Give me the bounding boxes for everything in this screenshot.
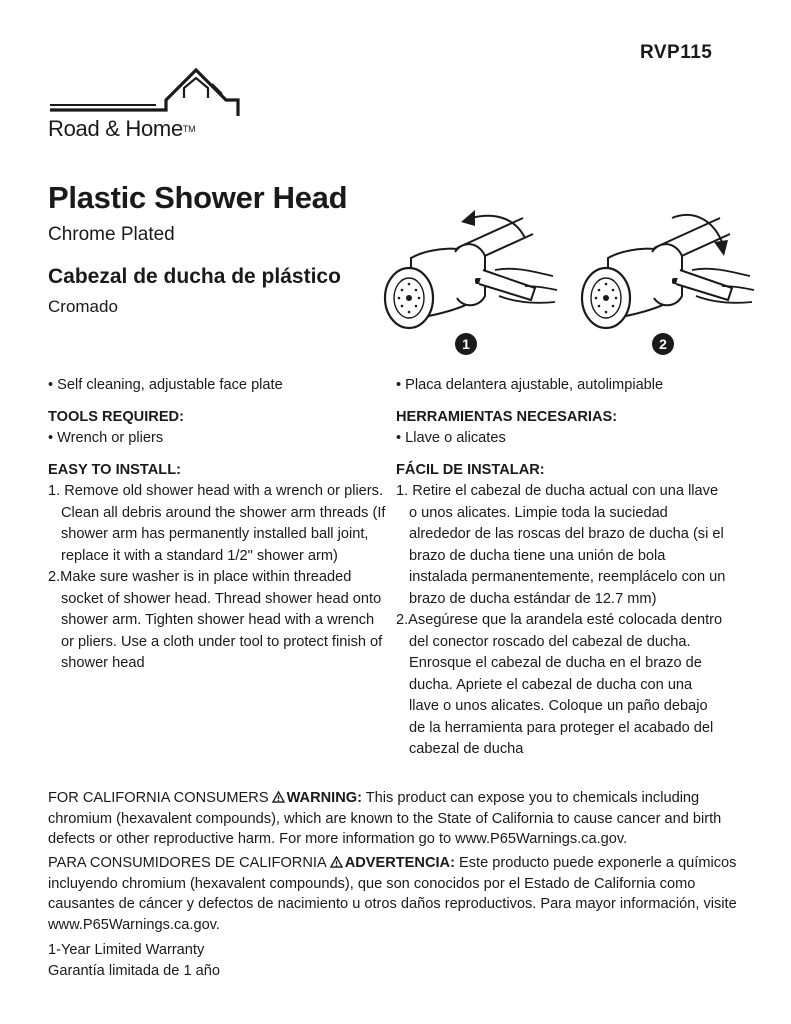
prop65-warning-es: PARA CONSUMIDORES DE CALIFORNIA ADVERTENCIA: Este producto puede exponerle a químicos incluyendo chromium (hexavalent compounds), que son conocidos por el Estado de California como causantes de cáncer y defectos de nacimiento u otros daños reproductivos. Para mayor información, visite www.P65Warnings.ca.gov.	[48, 855, 737, 933]
feature-text: • Self cleaning, adjustable face plate	[48, 377, 283, 393]
install-step-2: 2.Make sure washer is in place within threaded socket of shower head. Thread shower head onto shower arm. Tighten shower head with a wrench or pliers. Use a cloth under tool to protect finish of shower head	[48, 569, 383, 671]
install-step-1-es: 1. Retire el cabezal de ducha actual con una llave o unos alicates. Limpie toda la suciedad alrededor de las roscas del brazo de ducha (si el brazo de ducha tiene una unión de bola instalada permanentemente, reemplácelo con un brazo de ducha estándar de 12.7 mm)	[396, 483, 726, 607]
page-subtitle-es: Cromado	[48, 297, 118, 316]
warning-triangle-icon	[272, 791, 285, 803]
tools-heading: TOOLS REQUIRED:	[48, 408, 184, 425]
brand-name: Road & Home™	[48, 116, 196, 141]
install-step-1: 1. Remove old shower head with a wrench or pliers. Clean all debris around the shower arm threads (If shower arm has permanently installed ball joint, replace it with a standard 1/2" shower arm)	[48, 483, 386, 564]
step-2-label: 2	[659, 336, 667, 352]
installation-illustration	[375, 200, 775, 365]
feature-text-es: • Placa delantera ajustable, autolimpiable	[396, 377, 664, 393]
step-1-illustration	[385, 210, 557, 355]
step-2-illustration	[582, 215, 754, 355]
install-heading-es: FÁCIL DE INSTALAR:	[396, 461, 545, 478]
spanish-instructions	[396, 375, 726, 761]
prop65-warning-en: FOR CALIFORNIA CONSUMERS WARNING: This product can expose you to chemicals including chromium (hexavalent compounds), which are known to the State of California to cause cancer and birth defects or other reproductive harm. For more information go to www.P65Warnings.ca.gov.	[48, 790, 722, 847]
warranty	[48, 940, 763, 981]
page-subtitle: Chrome Plated	[48, 224, 175, 245]
page-title: Plastic Shower Head	[48, 180, 348, 215]
tools-item-es: • Llave o alicates	[396, 430, 506, 446]
install-heading: EASY TO INSTALL:	[48, 461, 181, 478]
tools-heading-es: HERRAMIENTAS NECESARIAS:	[396, 408, 618, 425]
tools-item: • Wrench or pliers	[48, 430, 164, 446]
english-instructions	[48, 375, 388, 675]
install-step-2-es: 2.Asegúrese que la arandela esté colocada dentro del conector roscado del cabezal de ducha. Enrosque el cabezal de ducha en el brazo de ducha. Apriete el cabezal de ducha con una llave o unos alicates. Coloque un paño debajo de la herramienta para proteger el acabado del cabezal de ducha	[396, 612, 723, 757]
warranty-en: 1-Year Limited Warranty	[48, 942, 205, 958]
step-1-label: 1	[462, 336, 470, 352]
warranty-es: Garantía limitada de 1 año	[48, 962, 220, 979]
product-sku: RVP115	[640, 42, 713, 63]
warning-triangle-icon	[330, 856, 343, 868]
page-title-es: Cabezal de ducha de plástico	[48, 265, 341, 288]
